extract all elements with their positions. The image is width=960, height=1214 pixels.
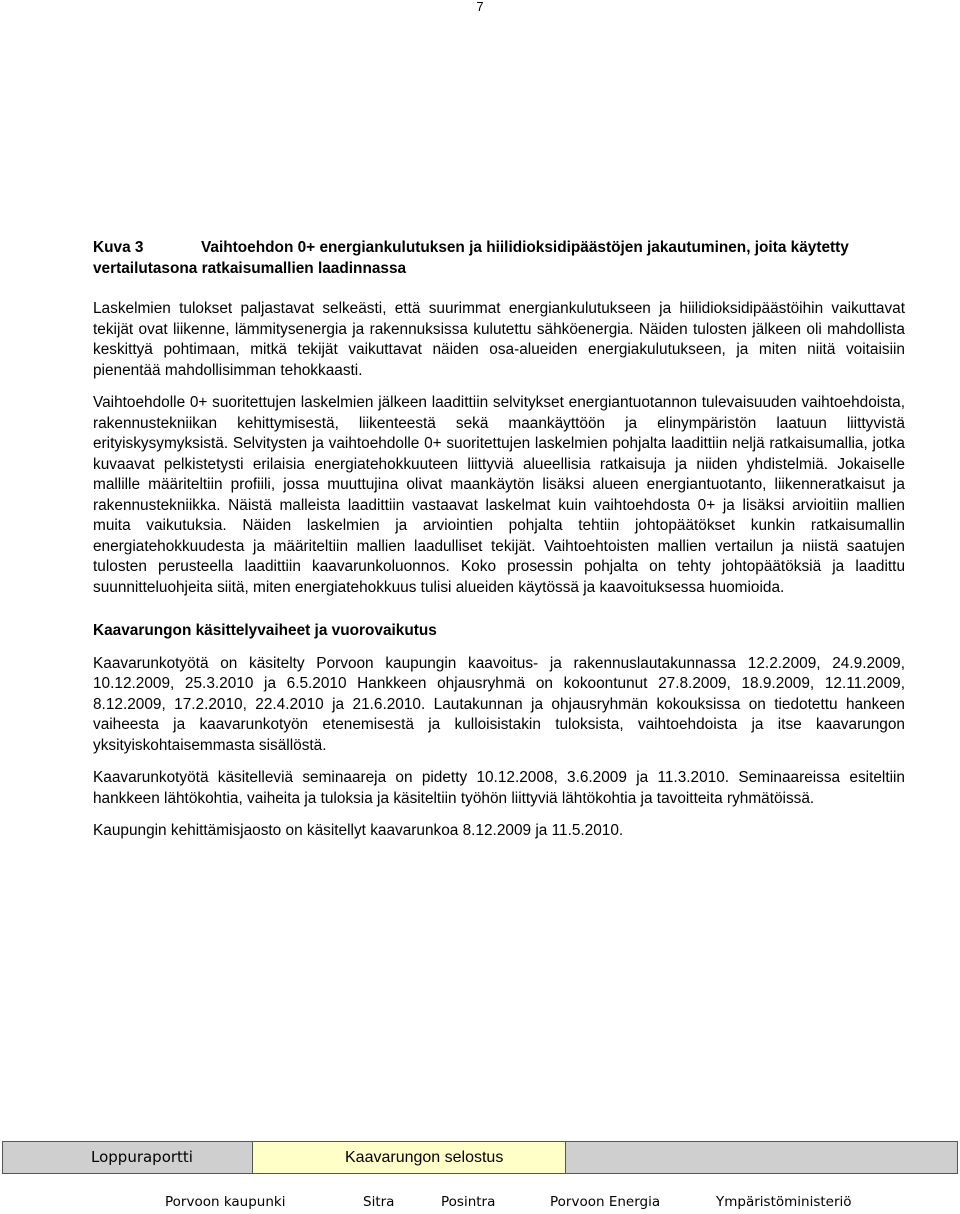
org-sitra: Sitra bbox=[363, 1194, 395, 1210]
section-heading: Kaavarungon käsittelyvaiheet ja vuorovaikutus bbox=[93, 622, 437, 639]
org-porvoon-kaupunki: Porvoon kaupunki bbox=[165, 1194, 286, 1210]
footer-organizations bbox=[0, 1194, 960, 1212]
paragraph-development-division: Kaupungin kehittämisjaosto on käsitellyt kaavarunkoa 8.12.2009 ja 11.5.2010. bbox=[93, 822, 624, 839]
figure-caption bbox=[93, 238, 905, 279]
paragraph-meetings: Kaavarunkotyötä on käsitelty Porvoon kaupungin kaavoitus- ja rakennuslautakunnassa 12.2.2009, 24.9.2009, 10.12.2009, 25.3.2010 ja 6.5.2010 Hankkeen ohjausryhmä on kokoontunut 27.8.2009, 18.9.2009, 12.11.2009, 8.12.2009, 17.2.2010, 22.4.2010 ja 21.6.2010. Lautakunnan ja ohjausryhmän kokouksissa on tiedotettu hankeen vaiheesta ja kaavarunkotyön etenemisestä ja kulloisistakin tuloksista, vaihtoehdoista ja itse kaavarungon yksityiskohtaisemmasta sisällöstä. bbox=[93, 654, 905, 754]
paragraph-seminars: Kaavarunkotyötä käsitelleviä seminaareja on pidetty 10.12.2008, 3.6.2009 ja 11.3.2010. Seminaareissa esiteltiin hankkeen lähtökohtia, vaiheita ja tuloksia ja käsiteltiin työhön liittyviä lähtökohtia ja tavoitteita ryhmätöissä. bbox=[93, 769, 905, 807]
paragraph-models: Vaihtoehdolle 0+ suoritettujen laskelmien jälkeen laadittiin selvitykset energiantuotannon tulevaisuuden vaihtoehdoista, rakennustekniikan kehittymisestä, liikenteestä sekä maankäyttöön ja elinympäristön laatuun liittyvistä erityiskysymyksistä. Selvitysten ja vaihtoehdolle 0+ suoritettujen laskelmien pohjalta laadittiin neljä ratkaisumallia, jotka kuvaavat pelkistetysti erilaisia energiatehokkuuteen liittyviä alueellisia ratkaisuja ja niiden yhdistelmiä. Jokaiselle mallille määriteltiin profiili, jossa muuttujina olivat maankäytön lisäksi alueen energiantuotanto, liikenneratkaisut ja rakennustekniikka. Näistä malleista laadittiin vastaavat laskelmat kuin vaihtoehdosta 0+ ja lisäksi arvioitiin mallien muita vaikutuksia. Näiden laskelmien ja arviointien pohjalta tehtiin johtopäätökset kunkin ratkaisumallin energiatehokkuudesta ja määriteltiin mallien laadulliset tekijät. Vaihtoehtoisten mallien vertailun ja niistä saatujen tulosten perusteella laadittiin kaavarunkoluonnos. Koko prosessin pohjalta on tehty johtopäätöksiä ja laadittu suunnitteluohjeita siitä, miten energiatehokkuus tulisi alueiden käytössä ja kaavoituksessa huomioida. bbox=[93, 394, 905, 596]
org-ymparistoministerio: Ympäristöministeriö bbox=[716, 1194, 852, 1210]
org-posintra: Posintra bbox=[441, 1194, 496, 1210]
footer-bar bbox=[2, 1141, 958, 1174]
footer-section-label: Kaavarungon selostus bbox=[253, 1142, 566, 1173]
figure-caption-text: Vaihtoehdon 0+ energiankulutuksen ja hiilidioksidipäästöjen jakautuminen, joita käytetty vertailutasona ratkaisumallien laadinnassa bbox=[93, 239, 849, 277]
page-number: 7 bbox=[476, 0, 484, 14]
paragraph-results: Laskelmien tulokset paljastavat selkeästi, että suurimmat energiankulutukseen ja hiilidioksidipäästöihin vaikuttavat tekijät ovat liikenne, lämmitysenergia ja rakennuksissa kulutettu sähköenergia. Näiden tulosten jälkeen oli mahdollista keskittyä pohtimaan, mitkä tekijät vaikuttavat näiden osa-alueiden energiakulutukseen, ja miten niitä voitaisiin pienentää mahdollisimman tehokkaasti. bbox=[93, 300, 905, 379]
document-body bbox=[93, 238, 905, 842]
footer-spacer bbox=[566, 1142, 957, 1173]
figure-label: Kuva 3 bbox=[93, 239, 144, 256]
org-porvoon-energia: Porvoon Energia bbox=[550, 1194, 661, 1210]
footer-report-label: Loppuraportti bbox=[3, 1142, 253, 1173]
